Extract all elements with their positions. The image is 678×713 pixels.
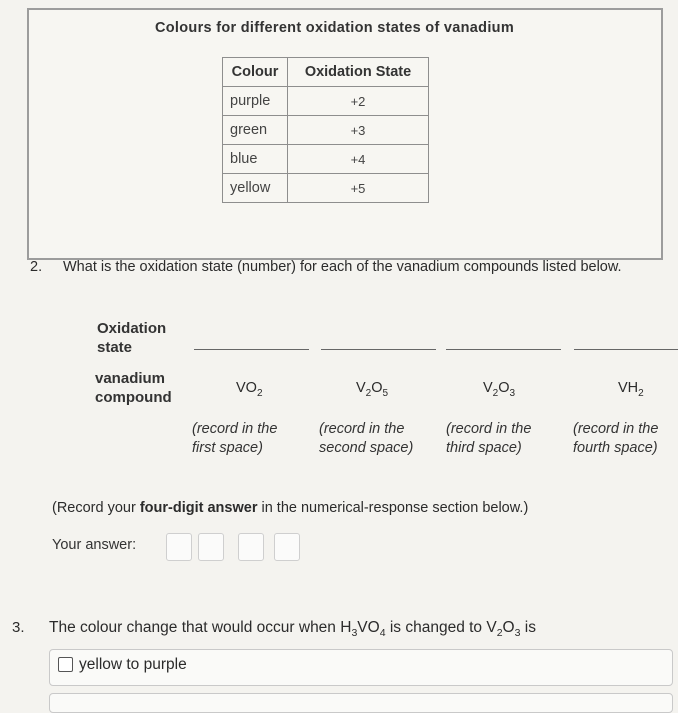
compound-v2o5: $V_2O_5$ [356,380,389,399]
record-note-1: (record in the first space) [192,421,278,456]
table-row [223,87,429,116]
answer-blank-3 [446,349,561,350]
oxidation-label-line1: Oxidation [97,320,167,337]
state-cell: +3 [288,116,429,145]
table-row [223,145,429,174]
oxidation-state-header: Oxidation State [288,58,429,87]
vanadium-compound-label [95,369,172,407]
record-instruction: (Record your four-digit answer in the numerical-response section below.) [52,500,529,516]
option-1-label[interactable]: yellow to purple [79,656,187,673]
state-cell: +5 [288,174,429,203]
compound-label-line2: compound [95,389,172,406]
colour-table [222,57,429,203]
table-row [223,116,429,145]
state-cell: +2 [288,87,429,116]
oxidation-state-label [97,319,166,357]
compound-v2o3: $V_2O_3$ [483,380,516,399]
record-note-3: (record in the third space) [446,421,532,456]
answer-digit-4[interactable] [274,533,300,561]
option-1-checkbox[interactable] [58,657,73,672]
compound-vo2: $VO_2$ [236,380,263,399]
colour-cell: purple [223,87,288,116]
info-title: Colours for different oxidation states of vanadium [155,20,515,36]
your-answer-label: Your answer: [52,537,137,553]
question-3-number: 3. [12,619,25,636]
compound-vh2: $VH_2$ [618,380,644,399]
answer-blank-4 [574,349,678,350]
colour-cell: yellow [223,174,288,203]
colour-cell: blue [223,145,288,174]
colour-cell: green [223,116,288,145]
record-note-4: (record in the fourth space) [573,421,659,456]
answer-digit-2[interactable] [198,533,224,561]
question-3-text: The colour change that would occur when $H_3VO_4$ is changed to $V_2O_3$ is [49,619,536,640]
answer-blank-2 [321,349,436,350]
question-2-text: What is the oxidation state (number) for each of the vanadium compounds listed below. [63,259,622,275]
colour-header: Colour [223,58,288,87]
table-header-row [223,58,429,87]
answer-digit-3[interactable] [238,533,264,561]
answer-option-2[interactable] [49,693,673,713]
oxidation-label-line2: state [97,339,133,356]
table-row [223,174,429,203]
compound-label-line1: vanadium [95,370,166,387]
record-note-2: (record in the second space) [319,421,414,456]
answer-blank-1 [194,349,309,350]
state-cell: +4 [288,145,429,174]
answer-digit-1[interactable] [166,533,192,561]
question-2-number: 2. [30,259,43,275]
